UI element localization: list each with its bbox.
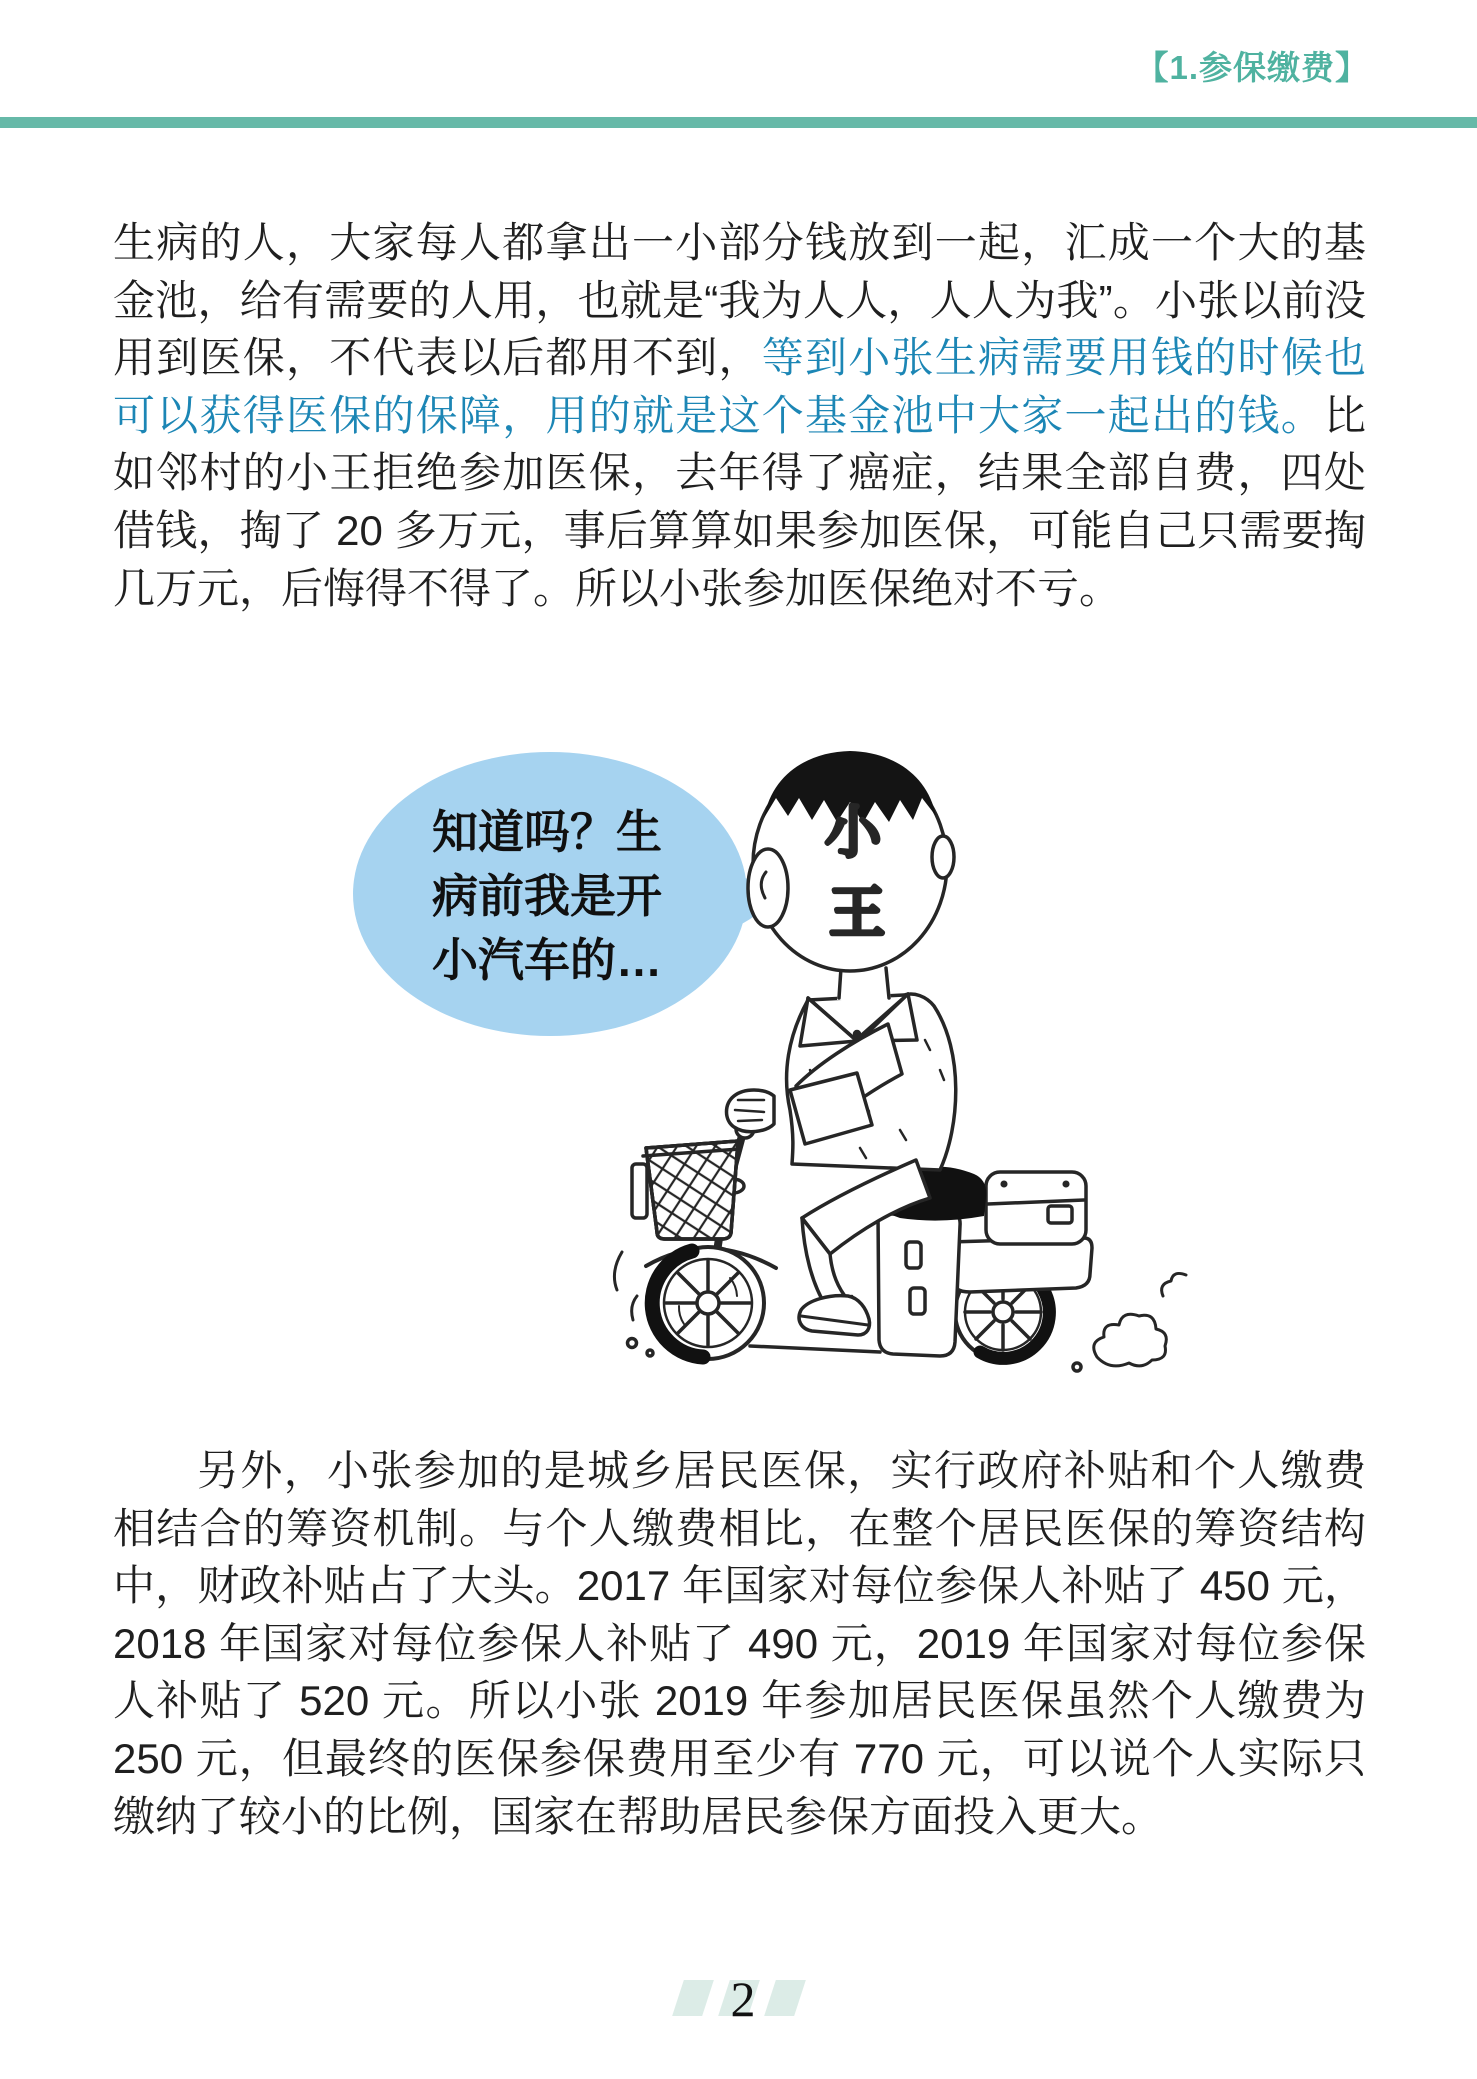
paragraph-2: 另外，小张参加的是城乡居民医保，实行政府补贴和个人缴费相结合的筹资机制。与个人缴费相比，在整个居民医保的筹资结构中，财政补贴占了大头。2017 年国家对每位参保人补贴了 450 元，2018 年国家对每位参保人补贴了 490 元，2019 年国家对每位参保人补贴了 520 元。所以小张 2019 年参加居民医保虽然个人缴费为 250 元，但最终的医保参保费用至少有 770 元，可以说个人实际只缴纳了较小的比例，国家在帮助居民参保方面投入更大。	[113, 1447, 1366, 1840]
rider-ear-left	[748, 849, 788, 927]
page-number: 2	[730, 1971, 756, 2027]
cartoon-illustration	[340, 740, 1260, 1380]
paragraph-text: 比如邻村的小王拒绝参加医保，去年得了癌症，结果全部自费，四处借钱，掏了 20 多万元，事后算算如果参加医保，可能自己只需要掏几万元，后悔得不得了。所以小张参加医保绝对不亏。	[113, 391, 1366, 612]
speech-bubble-line-2: 病前我是开	[432, 870, 662, 922]
face-label-char-1: 小	[825, 801, 881, 864]
scooter-body-panel	[878, 1214, 960, 1356]
rider-ear-right	[932, 836, 954, 878]
rider-shoe	[799, 1296, 869, 1335]
highlighted-text: 等到小张生病需要用钱的时候也可以获得医保的保障，用的就是这个基金池中大家一起出的钱。	[113, 334, 1366, 439]
rear-box	[986, 1172, 1086, 1244]
rider-hand	[727, 1090, 775, 1132]
section-header-label: 【1.参保缴费】	[1135, 49, 1369, 86]
rear-rack	[950, 1238, 1092, 1292]
front-basket	[632, 1141, 740, 1239]
speech-bubble-line-1: 知道吗？生	[432, 806, 662, 858]
header-divider-bar	[0, 117, 1477, 128]
paragraph-text: 生病的人，大家每人都拿出一小部分钱放到一起，汇成一个大的基金池，给有需要的人用，也就是“我为人人，人人为我”。小张以前没用到医保，不代表以后都用不到，	[113, 219, 1366, 382]
page-footer	[668, 1971, 818, 2027]
speech-bubble-line-3: 小汽车的…	[432, 934, 662, 986]
footboard	[750, 1346, 880, 1352]
face-label-char-2: 王	[829, 881, 885, 944]
speech-bubble	[353, 752, 771, 1036]
paragraph-1	[113, 214, 1366, 617]
front-wheel	[652, 1247, 764, 1359]
dust-puffs	[1073, 1273, 1186, 1371]
